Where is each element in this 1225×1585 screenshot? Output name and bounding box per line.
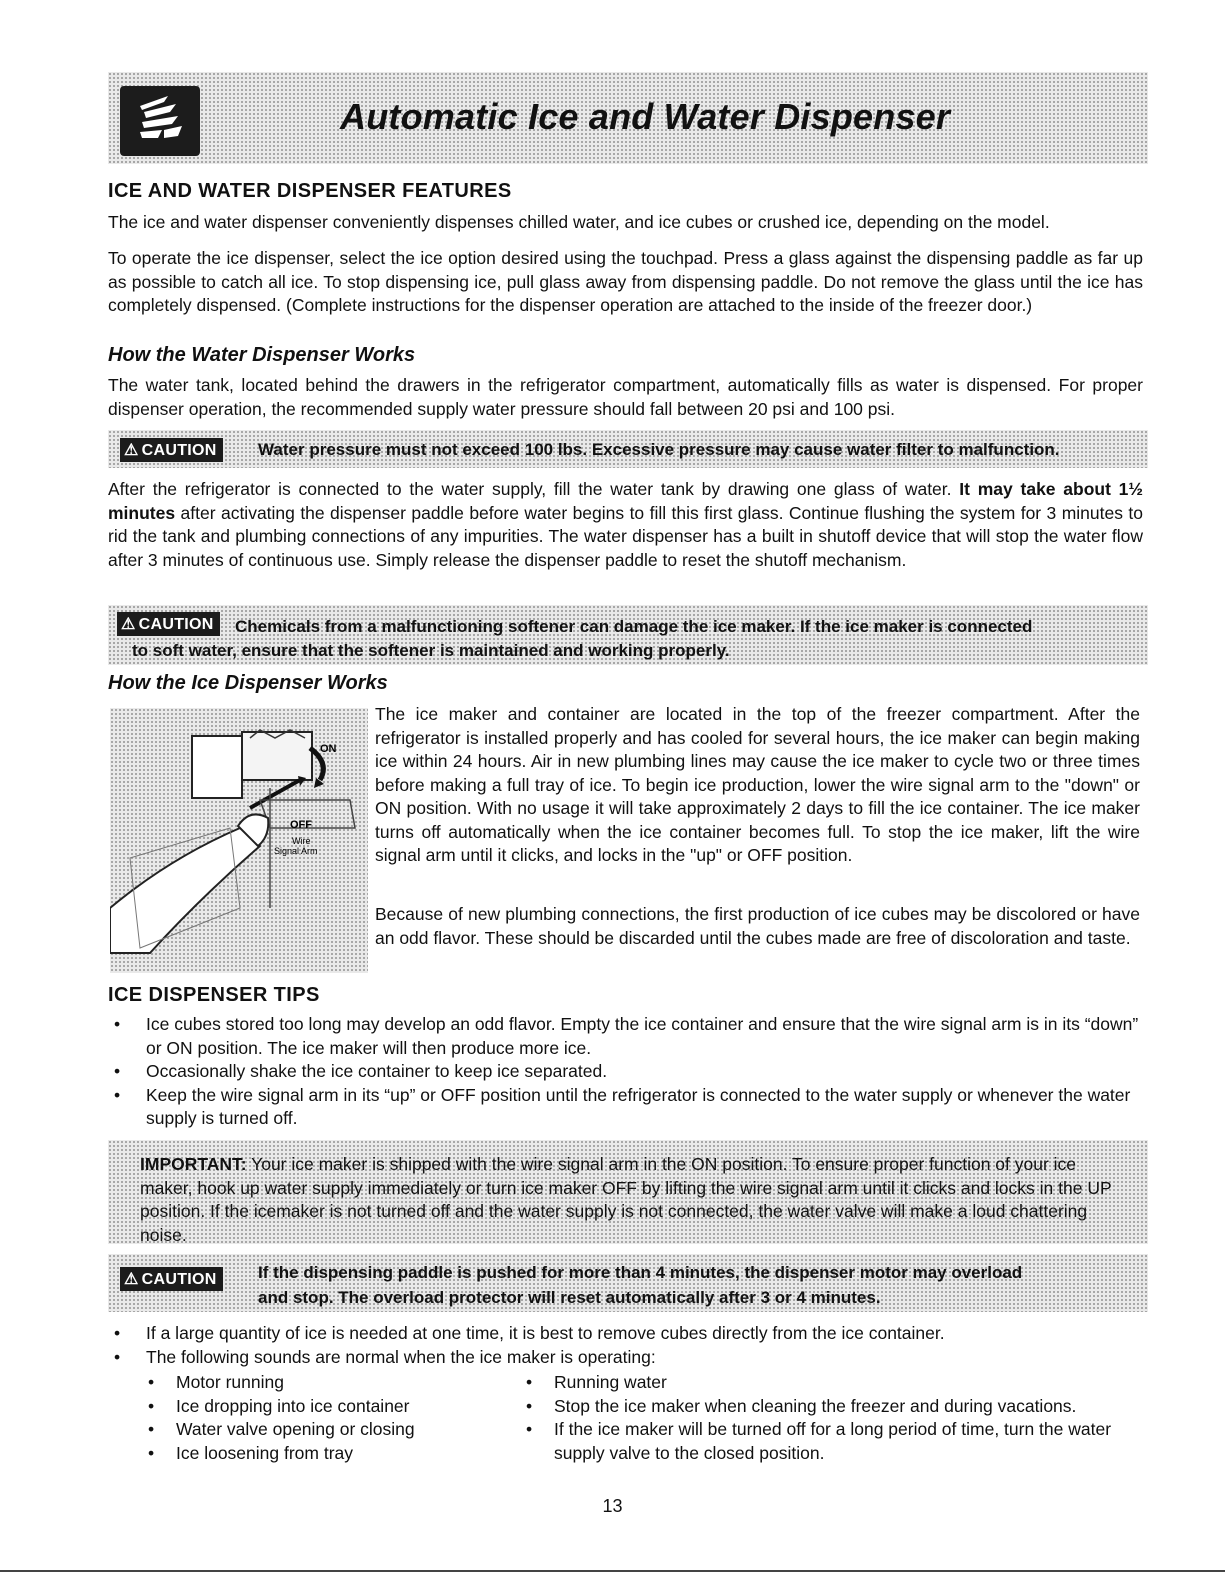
illustration-label-off: OFF: [290, 819, 312, 831]
caution-text-softener-line-1: Chemicals from a malfunctioning softener can damage the ice maker. If the ice maker is connected: [235, 617, 1033, 636]
caution-badge: ⚠ CAUTION: [120, 1267, 223, 1291]
features-paragraph-2: To operate the ice dispenser, select the ice option desired using the touchpad. Press a glass against the dispensing paddle as far up as possible to catch all ice. To stop dispensing ice, pull glass away from dispensing paddle. Do not remove the glass until the ice has completely dispensed. (Complete instructions for the dispenser operation are attached to the inside of the freezer door.): [108, 248, 1143, 315]
caution-badge: ⚠ CAUTION: [117, 612, 220, 636]
features-paragraph-1: The ice and water dispenser conveniently dispenses chilled water, and ice cubes or crushed ice, depending on the model.: [108, 212, 1050, 232]
list-item: • Stop the ice maker when cleaning the freezer and during vacations.: [518, 1395, 1143, 1419]
caution-text-softener-line-2: to soft water, ensure that the softener is maintained and working properly.: [132, 641, 730, 660]
tips-heading: ICE DISPENSER TIPS: [108, 984, 320, 1006]
ice-paragraph-2: Because of new plumbing connections, the first production of ice cubes may be discolored or have an odd flavor. These should be discarded until the cubes made are free of discoloration and taste.: [375, 904, 1140, 948]
warning-icon: ⚠: [124, 442, 139, 459]
list-item: • Water valve opening or closing: [140, 1418, 480, 1442]
water-paragraph-1: The water tank, located behind the drawers in the refrigerator compartment, automatically fills as water is dispensed. For proper dispenser operation, the recommended supply water pressure should fall between 20 psi and 100 psi.: [108, 375, 1143, 419]
list-item: • Ice loosening from tray: [140, 1442, 480, 1466]
ice-maker-illustration: [110, 708, 368, 973]
list-item: • Ice cubes stored too long may develop an odd flavor. Empty the ice container and ensure that the wire signal arm is in its “down” or ON position. The ice maker will then produce more ice.: [108, 1013, 1143, 1060]
list-item: • Ice dropping into ice container: [140, 1395, 480, 1419]
list-item: • Keep the wire signal arm in its “up” or OFF position until the refrigerator is connected to the water supply or whenever the water supply is turned off.: [108, 1084, 1143, 1131]
list-item: • Running water: [518, 1371, 1143, 1395]
illustration-label-wire: Wire: [292, 836, 311, 846]
ice-paragraph-1: The ice maker and container are located in the top of the freezer compartment. After the refrigerator is installed properly and has cooled for several hours, the ice maker can begin making ice within 24 hours. Air in new plumbing lines may cause the ice maker to cycle two or three times before making a full tray of ice. To begin ice production, lower the wire signal arm to the "down" or ON position. With no usage it will take approximately 2 days to fill the ice container. The ice maker turns off automatically when the ice container becomes full. To stop the ice maker, lift the wire signal arm until it clicks, and locks in the "up" or OFF position.: [375, 704, 1140, 865]
tips-list: [108, 1013, 1143, 1131]
normal-sounds-list: [140, 1371, 480, 1465]
list-item: • Motor running: [140, 1371, 480, 1395]
ice-maker-notes-list: [518, 1371, 1143, 1465]
list-item: • The following sounds are normal when the ice maker is operating:: [108, 1346, 1143, 1370]
list-item: • Occasionally shake the ice container to keep ice separated.: [108, 1060, 1143, 1084]
tips-list-2: [108, 1322, 1143, 1369]
illustration-label-signal-arm: Signal Arm: [274, 846, 318, 856]
page-bottom-rule: [0, 1570, 1225, 1572]
illustration-label-on: ON: [320, 743, 337, 755]
important-notice-text: IMPORTANT: Your ice maker is shipped with the wire signal arm in the ON position. To ensure proper function of your ice maker, hook up water supply immediately or turn ice maker OFF by lifting the wire signal arm until it clicks and locks in the UP position. If the icemaker is not turned off and the water supply is not connected, the water valve will make a loud chattering noise.: [140, 1154, 1112, 1245]
features-heading: ICE AND WATER DISPENSER FEATURES: [108, 180, 512, 202]
ice-dispenser-heading: How the Ice Dispenser Works: [108, 672, 388, 694]
caution-text-motor-overload-line-2: and stop. The overload protector will reset automatically after 3 or 4 minutes.: [258, 1288, 881, 1307]
page-number: 13: [602, 1496, 623, 1516]
water-dispenser-heading: How the Water Dispenser Works: [108, 344, 416, 366]
ice-cube-dispenser-icon: [120, 86, 200, 156]
page-title: Automatic Ice and Water Dispenser: [340, 96, 951, 137]
list-item: • If the ice maker will be turned off for a long period of time, turn the water supply valve to the closed position.: [518, 1418, 1143, 1465]
warning-icon: ⚠: [121, 616, 136, 633]
caution-text-water-pressure: Water pressure must not exceed 100 lbs. Excessive pressure may cause water filter to malfunction.: [258, 440, 1060, 459]
water-paragraph-2: After the refrigerator is connected to the water supply, fill the water tank by drawing one glass of water. It may take about 1½ minutes after activating the dispenser paddle before water begins to fill this first glass. Continue flushing the system for 3 minutes to rid the tank and plumbing connections of any impurities. The water dispenser has a built in shutoff device that will stop the water flow after 3 minutes of continuous use. Simply release the dispenser paddle to reset the shutoff mechanism.: [108, 479, 1143, 570]
caution-badge: ⚠ CAUTION: [120, 438, 223, 462]
caution-text-motor-overload-line-1: If the dispensing paddle is pushed for more than 4 minutes, the dispenser motor may overload: [258, 1263, 1023, 1282]
warning-icon: ⚠: [124, 1271, 139, 1288]
list-item: • If a large quantity of ice is needed at one time, it is best to remove cubes directly from the ice container.: [108, 1322, 1143, 1346]
